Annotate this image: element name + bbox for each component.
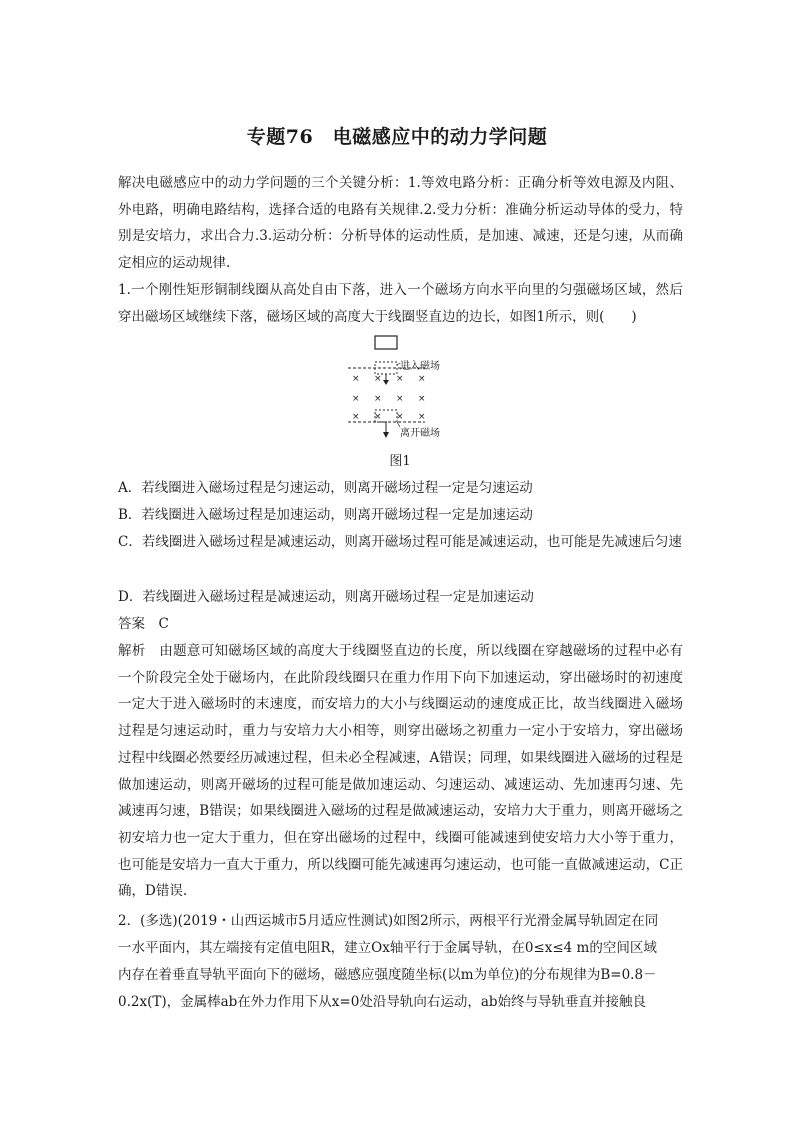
- field-cross: ×: [374, 412, 382, 422]
- coil-above-field: [375, 336, 397, 349]
- option-d: D．若线圈进入磁场过程是减速运动，则离开磁场过程一定是加速运动: [118, 589, 534, 605]
- question-2-line-2: 一水平面内，其左端接有定值电阻R，建立Ox轴平行于金属导轨，在0≤x≤4 m的空间区域: [118, 940, 657, 956]
- field-cross: ×: [352, 374, 360, 384]
- field-cross: ×: [352, 412, 360, 422]
- field-cross: ×: [374, 374, 382, 384]
- field-cross: ×: [396, 394, 404, 404]
- question-2-line-1: 2．(多选)(2019・山西运城市5月适应性测试)如图2所示，两根平行光滑金属导轨固定在同: [118, 913, 659, 929]
- question-1-stem: 1.一个刚性矩形铜制线圈从高处自由下落，进入一个磁场方向水平向里的匀强磁场区域，然后穿出磁场区域继续下落，磁场区域的高度大于线圈竖直边的边长，如图1所示，则( ): [118, 282, 683, 325]
- field-cross: ×: [396, 412, 404, 422]
- question-2-line-3: 内存在着垂直导轨平面向下的磁场，磁感应强度随坐标(以m为单位)的分布规律为B=0.8－: [118, 967, 657, 983]
- figure-1: [330, 330, 470, 470]
- intro-paragraph: 解决电磁感应中的动力学问题的三个关键分析：1.等效电路分析：正确分析等效电源及内阻、外电路，明确电路结构，选择合适的电路有关规律.2.受力分析：准确分析运动导体的受力，特别是安培力，求出合力.3.运动分析：分析导体的运动性质，是加速、减速，还是匀速，从而确定相应的运动规律.: [118, 175, 683, 272]
- option-c: C．若线圈进入磁场过程是减速运动，则离开磁场过程可能是减速运动，也可能是先减速后匀速: [118, 534, 682, 550]
- field-crosses: [352, 374, 426, 422]
- enter-arrowhead: [383, 380, 389, 385]
- exit-arrowhead: [383, 432, 389, 438]
- field-cross: ×: [352, 394, 360, 404]
- label-exit-field: 离开磁场: [400, 428, 440, 439]
- option-a: A．若线圈进入磁场过程是匀速运动，则离开磁场过程一定是匀速运动: [118, 480, 533, 496]
- answer: 答案 C: [118, 616, 169, 632]
- field-cross: ×: [418, 394, 426, 404]
- page-title: 专题76 电磁感应中的动力学问题: [246, 126, 548, 148]
- figure-1-caption: 图1: [389, 454, 411, 469]
- option-b: B．若线圈进入磁场过程是加速运动，则离开磁场过程一定是加速运动: [118, 507, 533, 523]
- analysis-paragraph: 解析 由题意可知磁场区域的高度大于线圈竖直边的长度，所以线圈在穿越磁场的过程中必有一个阶段完全处于磁场内，在此阶段线圈只在重力作用下向下加速运动，穿出磁场时的初速度一定大于进入磁场时的末速度，而安培力的大小与线圈运动的速度成正比，故当线圈进入磁场过程是匀速运动时，重力与安培力大小相等，则穿出磁场之初重力一定小于安培力，穿出磁场过程中线圈必然要经历减速过程，但未必全程减速，A错误；同理，如果线圈进入磁场的过程是做加速运动，则离开磁场的过程可能是做加速运动、匀速运动、减速运动、先加速再匀速、先减速再匀速，B错误；如果线圈进入磁场的过程是做减速运动，安培力大于重力，则离开磁场之初安培力也一定大于重力，但在穿出磁场的过程中，线圈可能减速到使安培力大小等于重力，也可能是安培力一直大于重力，所以线圈可能先减速再匀速运动，也可能一直做减速运动，C正确，D错误.: [118, 643, 683, 900]
- field-cross: ×: [418, 412, 426, 422]
- question-2-line-4: 0.2x(T)，金属棒ab在外力作用下从x=0处沿导轨向右运动，ab始终与导轨垂直并接触良: [118, 994, 647, 1010]
- field-cross: ×: [374, 394, 382, 404]
- label-enter-field: 进入磁场: [400, 361, 440, 372]
- field-cross: ×: [396, 374, 404, 384]
- field-cross: ×: [418, 374, 426, 384]
